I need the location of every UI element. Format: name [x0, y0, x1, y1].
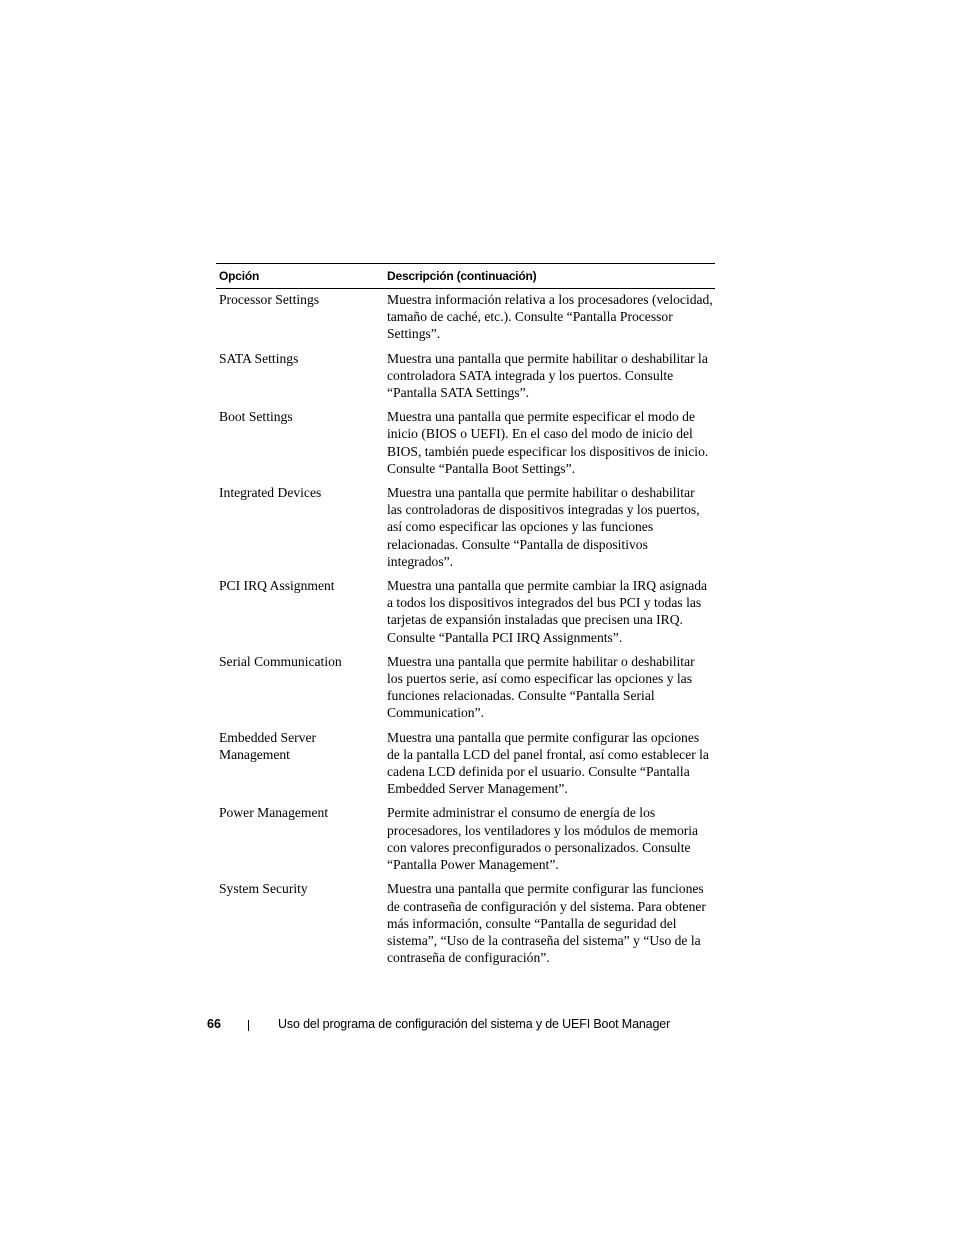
- row-description: Muestra una pantalla que permite habilitar o deshabilitar las controladoras de dispositivos integradas y los puertos, así como especificar las opciones y las funciones relacionadas. Consulte “Pantalla de dispositivos integrados”.: [387, 485, 700, 569]
- row-option: Embedded Server Management: [219, 729, 317, 762]
- row-description: Muestra una pantalla que permite habilitar o deshabilitar la controladora SATA integrada y los puertos. Consulte “Pantalla SATA Settings”.: [387, 350, 708, 401]
- table-row: [216, 577, 715, 646]
- table-row: [216, 804, 715, 873]
- row-option: Processor Settings: [219, 292, 320, 307]
- row-option: Power Management: [219, 805, 329, 821]
- table-body: [216, 289, 715, 966]
- row-description: Muestra una pantalla que permite configurar las funciones de contraseña de configuración y del sistema. Para obtener más información, consulte “Pantalla de seguridad del sistema”, “Uso de la contraseña del sistema” y “Uso de la contraseña de configuración”.: [387, 881, 706, 966]
- table-row: [216, 729, 715, 798]
- row-description: Permite administrar el consumo de energía de los procesadores, los ventiladores y los módulos de memoria con valores preconfigurados o personalizados. Consulte “Pantalla Power Management”.: [387, 805, 699, 873]
- row-option: Serial Communication: [219, 653, 342, 669]
- row-option: System Security: [219, 881, 308, 897]
- table-row: [216, 408, 715, 477]
- table-row: [216, 484, 715, 570]
- row-description: Muestra información relativa a los procesadores (velocidad, tamaño de caché, etc.). Consulte “Pantalla Processor Settings”.: [387, 292, 713, 342]
- table-row: [216, 350, 715, 402]
- row-description: Muestra una pantalla que permite cambiar la IRQ asignada a todos los dispositivos integrados del bus PCI y todas las tarjetas de expansión instaladas que precisen una IRQ. Consulte “Pantalla PCI IRQ Assignments”.: [387, 578, 708, 645]
- table-row: [216, 880, 715, 966]
- options-table: [216, 263, 715, 973]
- footer-title: Uso del programa de configuración del sistema y de UEFI Boot Manager: [278, 1017, 671, 1031]
- header-description: Descripción (continuación): [387, 269, 537, 283]
- row-option: Boot Settings: [219, 409, 293, 425]
- row-description: Muestra una pantalla que permite habilitar o deshabilitar los puertos serie, así como especificar las opciones y las funciones relacionadas. Consulte “Pantalla Serial Communication”.: [387, 653, 695, 721]
- page-footer: [0, 1016, 954, 1036]
- table-row: [216, 653, 715, 722]
- row-description: Muestra una pantalla que permite especificar el modo de inicio (BIOS o UEFI). En el caso del modo de inicio del BIOS, también puede especificar los dispositivos de inicio. Consulte “Pantalla Boot Settings”.: [387, 409, 709, 476]
- table-header-row: [216, 264, 715, 289]
- footer-divider: [248, 1020, 249, 1031]
- header-option: Opción: [219, 269, 260, 283]
- table-row: [216, 291, 715, 343]
- row-option: Integrated Devices: [219, 485, 322, 501]
- row-option: PCI IRQ Assignment: [219, 578, 335, 594]
- row-option: SATA Settings: [219, 350, 299, 366]
- row-description: Muestra una pantalla que permite configurar las opciones de la pantalla LCD del panel frontal, así como establecer la cadena LCD definida por el usuario. Consulte “Pantalla Embedded Server Management”.: [387, 729, 709, 797]
- page-number: 66: [207, 1017, 221, 1031]
